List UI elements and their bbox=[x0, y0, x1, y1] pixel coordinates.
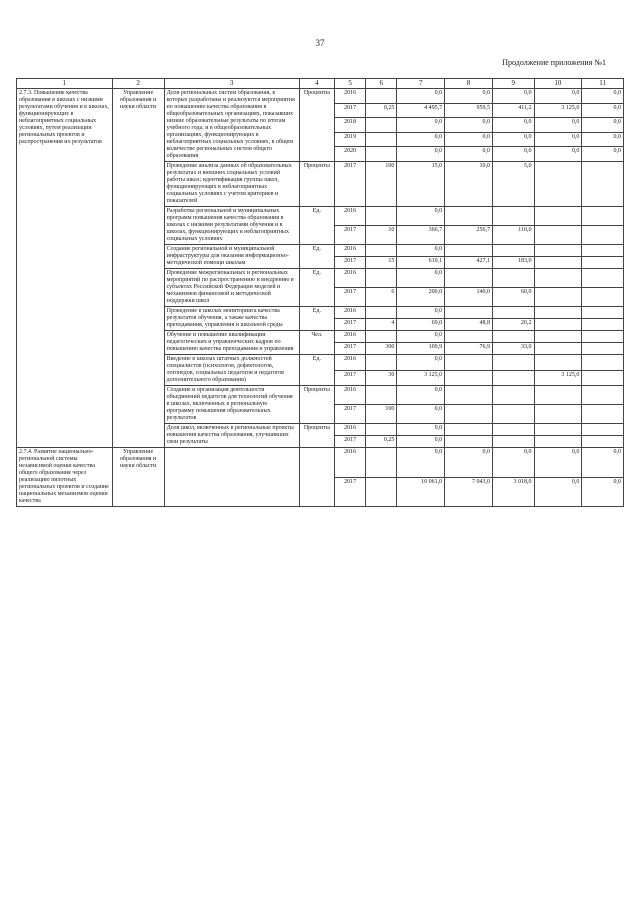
value-cell-6 bbox=[366, 147, 397, 162]
column-header-1: 1 bbox=[17, 79, 113, 89]
value-cell-8: 7 043,0 bbox=[445, 477, 493, 507]
value-cell-8: 48,8 bbox=[445, 319, 493, 331]
value-cell-9 bbox=[492, 355, 534, 371]
value-cell-10: 0,0 bbox=[534, 118, 582, 133]
value-cell-7: 3 125,0 bbox=[397, 370, 445, 386]
value-cell-7: 366,7 bbox=[397, 226, 445, 245]
value-cell-10 bbox=[534, 245, 582, 257]
value-cell-11 bbox=[582, 307, 624, 319]
value-cell-8 bbox=[445, 370, 493, 386]
column-header-4: 4 bbox=[299, 79, 334, 89]
value-cell-6 bbox=[366, 307, 397, 319]
value-cell-11: 0,0 bbox=[582, 89, 624, 104]
value-cell-7: 0,0 bbox=[397, 132, 445, 147]
value-cell-11: 0,0 bbox=[582, 103, 624, 118]
indicator-unit bbox=[299, 448, 334, 507]
year-cell: 2017 bbox=[335, 288, 366, 307]
value-cell-9 bbox=[492, 424, 534, 436]
value-cell-8: 140,0 bbox=[445, 288, 493, 307]
value-cell-6: 30 bbox=[366, 370, 397, 386]
value-cell-10: 0,0 bbox=[534, 477, 582, 507]
year-cell: 2016 bbox=[335, 355, 366, 371]
value-cell-6: 15 bbox=[366, 257, 397, 269]
value-cell-11 bbox=[582, 319, 624, 331]
value-cell-11 bbox=[582, 436, 624, 448]
column-header-6: 6 bbox=[366, 79, 397, 89]
value-cell-10 bbox=[534, 386, 582, 405]
indicator-name: Создание и организация деятельности объединений педагогов для технологий обучения в школах, включенных в региональную программу повышения образовательных результатов bbox=[164, 386, 299, 424]
value-cell-8 bbox=[445, 269, 493, 288]
program-table bbox=[16, 78, 624, 507]
value-cell-8 bbox=[445, 405, 493, 424]
value-cell-6 bbox=[366, 477, 397, 507]
year-cell: 2016 bbox=[335, 448, 366, 478]
value-cell-10 bbox=[534, 257, 582, 269]
year-cell: 2017 bbox=[335, 226, 366, 245]
value-cell-11 bbox=[582, 424, 624, 436]
column-header-8: 8 bbox=[445, 79, 493, 89]
value-cell-6: 300 bbox=[366, 343, 397, 355]
header-row bbox=[17, 79, 624, 89]
value-cell-6 bbox=[366, 245, 397, 257]
value-cell-7: 109,9 bbox=[397, 343, 445, 355]
year-cell: 2020 bbox=[335, 147, 366, 162]
value-cell-11 bbox=[582, 257, 624, 269]
value-cell-9: 5,0 bbox=[492, 162, 534, 207]
value-cell-6 bbox=[366, 207, 397, 226]
value-cell-9: 0,0 bbox=[492, 448, 534, 478]
value-cell-8 bbox=[445, 355, 493, 371]
value-cell-7: 0,0 bbox=[397, 331, 445, 343]
value-cell-6: 0,25 bbox=[366, 436, 397, 448]
value-cell-10 bbox=[534, 424, 582, 436]
responsible-cell: Управление образования и науки области bbox=[112, 89, 164, 448]
value-cell-6: 6 bbox=[366, 288, 397, 307]
year-cell: 2017 bbox=[335, 162, 366, 207]
indicator-name: Разработка региональной и муниципальных программ повышения качества образования в школах с низкими результатами обучения и в школах, функционирующих в неблагоприятных социальных условиях bbox=[164, 207, 299, 245]
value-cell-6 bbox=[366, 89, 397, 104]
year-cell: 2017 bbox=[335, 370, 366, 386]
indicator-unit: Ед. bbox=[299, 245, 334, 269]
column-header-2: 2 bbox=[112, 79, 164, 89]
value-cell-10 bbox=[534, 319, 582, 331]
value-cell-8 bbox=[445, 424, 493, 436]
value-cell-10 bbox=[534, 355, 582, 371]
value-cell-10 bbox=[534, 405, 582, 424]
indicator-name: Доля региональных систем образования, в которых разработаны и реализуются мероприятия по повышению качества образования в общеобразовательных организациях, показавших низкие образовательные результаты по итогам учебного года, и в общеобразовательных организациях, функционирующих в неблагоприятных социальных условиях, в общем количестве региональных систем общего образования bbox=[164, 89, 299, 162]
year-cell: 2017 bbox=[335, 343, 366, 355]
indicator-name: Создание региональной и муниципальной инфраструктуры для оказания информационно-методической помощи школам bbox=[164, 245, 299, 269]
value-cell-10 bbox=[534, 269, 582, 288]
value-cell-9 bbox=[492, 436, 534, 448]
year-cell: 2017 bbox=[335, 436, 366, 448]
indicator-unit: Ед. bbox=[299, 207, 334, 245]
value-cell-10 bbox=[534, 288, 582, 307]
value-cell-9: 33,0 bbox=[492, 343, 534, 355]
value-cell-10 bbox=[534, 226, 582, 245]
year-cell: 2018 bbox=[335, 118, 366, 133]
value-cell-6: 100 bbox=[366, 405, 397, 424]
column-header-11: 11 bbox=[582, 79, 624, 89]
value-cell-8: 0,0 bbox=[445, 118, 493, 133]
value-cell-9 bbox=[492, 207, 534, 226]
value-cell-9 bbox=[492, 405, 534, 424]
value-cell-7: 200,0 bbox=[397, 288, 445, 307]
indicator-unit: Ед. bbox=[299, 307, 334, 331]
value-cell-10: 0,0 bbox=[534, 147, 582, 162]
value-cell-7: 0,0 bbox=[397, 245, 445, 257]
value-cell-9: 411,2 bbox=[492, 103, 534, 118]
value-cell-9: 3 018,0 bbox=[492, 477, 534, 507]
value-cell-6 bbox=[366, 424, 397, 436]
value-cell-10 bbox=[534, 343, 582, 355]
value-cell-6 bbox=[366, 355, 397, 371]
year-cell: 2016 bbox=[335, 207, 366, 226]
value-cell-10: 3 125,0 bbox=[534, 103, 582, 118]
value-cell-8: 0,0 bbox=[445, 89, 493, 104]
value-cell-11: 0,0 bbox=[582, 132, 624, 147]
page-number: 37 bbox=[315, 38, 325, 48]
value-cell-6: 4 bbox=[366, 319, 397, 331]
value-cell-9 bbox=[492, 370, 534, 386]
value-cell-9: 110,0 bbox=[492, 226, 534, 245]
value-cell-7: 0,0 bbox=[397, 436, 445, 448]
value-cell-8: 0,0 bbox=[445, 132, 493, 147]
value-cell-10 bbox=[534, 436, 582, 448]
indicator-unit: Проценты bbox=[299, 89, 334, 162]
column-header-9: 9 bbox=[492, 79, 534, 89]
value-cell-9: 0,0 bbox=[492, 118, 534, 133]
value-cell-6 bbox=[366, 331, 397, 343]
value-cell-8 bbox=[445, 245, 493, 257]
year-cell: 2019 bbox=[335, 132, 366, 147]
indicator-name: Доля школ, включенных в региональные проекты повышения качества образования, улучшивших свои результаты bbox=[164, 424, 299, 448]
value-cell-10: 0,0 bbox=[534, 448, 582, 478]
value-cell-7: 0,0 bbox=[397, 269, 445, 288]
value-cell-9: 0,0 bbox=[492, 147, 534, 162]
value-cell-10: 0,0 bbox=[534, 89, 582, 104]
indicator-unit: Ед. bbox=[299, 269, 334, 307]
year-cell: 2016 bbox=[335, 331, 366, 343]
year-cell: 2017 bbox=[335, 257, 366, 269]
value-cell-9: 0,0 bbox=[492, 89, 534, 104]
value-cell-8 bbox=[445, 307, 493, 319]
year-cell: 2017 bbox=[335, 319, 366, 331]
value-cell-9 bbox=[492, 269, 534, 288]
value-cell-8 bbox=[445, 331, 493, 343]
value-cell-11 bbox=[582, 245, 624, 257]
value-cell-10 bbox=[534, 207, 582, 226]
value-cell-11 bbox=[582, 162, 624, 207]
table-row bbox=[17, 89, 624, 104]
value-cell-8: 0,0 bbox=[445, 448, 493, 478]
value-cell-8: 0,0 bbox=[445, 147, 493, 162]
year-cell: 2017 bbox=[335, 405, 366, 424]
value-cell-6 bbox=[366, 269, 397, 288]
value-cell-7: 0,0 bbox=[397, 386, 445, 405]
value-cell-9: 20,2 bbox=[492, 319, 534, 331]
value-cell-6: 100 bbox=[366, 162, 397, 207]
value-cell-6 bbox=[366, 118, 397, 133]
value-cell-10: 3 125,0 bbox=[534, 370, 582, 386]
value-cell-9 bbox=[492, 245, 534, 257]
value-cell-9 bbox=[492, 307, 534, 319]
measure-cell: 2.7.3. Повышение качества образования в школах с низкими результатами обучения и в школах, функционирующих в неблагоприятных социальных условиях, путем реализации региональных проектов и распространения их результатов bbox=[17, 89, 113, 448]
value-cell-11 bbox=[582, 288, 624, 307]
column-header-5: 5 bbox=[335, 79, 366, 89]
value-cell-11: 0,0 bbox=[582, 477, 624, 507]
value-cell-8: 959,5 bbox=[445, 103, 493, 118]
value-cell-7: 0,0 bbox=[397, 207, 445, 226]
year-cell: 2016 bbox=[335, 307, 366, 319]
value-cell-11: 0,0 bbox=[582, 448, 624, 478]
table-row bbox=[17, 448, 624, 478]
value-cell-7: 0,0 bbox=[397, 118, 445, 133]
value-cell-8: 427,1 bbox=[445, 257, 493, 269]
value-cell-10 bbox=[534, 162, 582, 207]
value-cell-7: 0,0 bbox=[397, 89, 445, 104]
value-cell-11: 0,0 bbox=[582, 118, 624, 133]
value-cell-11 bbox=[582, 343, 624, 355]
year-cell: 2016 bbox=[335, 269, 366, 288]
value-cell-7: 15,0 bbox=[397, 162, 445, 207]
value-cell-7: 610,1 bbox=[397, 257, 445, 269]
value-cell-11 bbox=[582, 269, 624, 288]
value-cell-11 bbox=[582, 355, 624, 371]
value-cell-11 bbox=[582, 405, 624, 424]
year-cell: 2016 bbox=[335, 89, 366, 104]
value-cell-7: 10 061,0 bbox=[397, 477, 445, 507]
annex-caption: Продолжение приложения №1 bbox=[502, 58, 606, 67]
value-cell-7: 0,0 bbox=[397, 147, 445, 162]
year-cell: 2016 bbox=[335, 386, 366, 405]
value-cell-11 bbox=[582, 370, 624, 386]
year-cell: 2017 bbox=[335, 477, 366, 507]
value-cell-10 bbox=[534, 331, 582, 343]
value-cell-9: 0,0 bbox=[492, 132, 534, 147]
value-cell-7: 0,0 bbox=[397, 355, 445, 371]
year-cell: 2016 bbox=[335, 424, 366, 436]
value-cell-9 bbox=[492, 386, 534, 405]
value-cell-9: 183,0 bbox=[492, 257, 534, 269]
value-cell-10: 0,0 bbox=[534, 132, 582, 147]
value-cell-8: 76,9 bbox=[445, 343, 493, 355]
value-cell-7: 69,0 bbox=[397, 319, 445, 331]
value-cell-11: 0,0 bbox=[582, 147, 624, 162]
value-cell-7: 0,0 bbox=[397, 424, 445, 436]
year-cell: 2016 bbox=[335, 245, 366, 257]
indicator-name: Проведение в школах мониторинга качества результатов обучения, а также качества преподавания, управления и школьной среды bbox=[164, 307, 299, 331]
value-cell-11 bbox=[582, 207, 624, 226]
column-header-7: 7 bbox=[397, 79, 445, 89]
value-cell-6 bbox=[366, 448, 397, 478]
measure-cell: 2.7.4. Развитие национально-региональной системы независимой оценки качества общего образования через реализацию пилотных региональных проектов и создание национальных механизмов оценки качества bbox=[17, 448, 113, 507]
value-cell-6: 0,25 bbox=[366, 103, 397, 118]
value-cell-11 bbox=[582, 331, 624, 343]
indicator-unit: Проценты bbox=[299, 162, 334, 207]
indicator-unit: Ед. bbox=[299, 355, 334, 386]
value-cell-6 bbox=[366, 132, 397, 147]
value-cell-9: 60,0 bbox=[492, 288, 534, 307]
value-cell-7: 0,0 bbox=[397, 405, 445, 424]
value-cell-8: 256,7 bbox=[445, 226, 493, 245]
indicator-unit: Чел. bbox=[299, 331, 334, 355]
indicator-unit: Проценты bbox=[299, 424, 334, 448]
indicator-name: Обучение и повышение квалификации педагогических и управленческих кадров по повышению качества преподавания и управления bbox=[164, 331, 299, 355]
value-cell-9 bbox=[492, 331, 534, 343]
value-cell-8 bbox=[445, 207, 493, 226]
column-header-10: 10 bbox=[534, 79, 582, 89]
year-cell: 2017 bbox=[335, 103, 366, 118]
indicator-name bbox=[164, 448, 299, 507]
value-cell-7: 0,0 bbox=[397, 307, 445, 319]
value-cell-7: 0,0 bbox=[397, 448, 445, 478]
value-cell-6: 10 bbox=[366, 226, 397, 245]
indicator-name: Введение в школах штатных должностей специалистов (психологов, дефектологов, логопедов, социальных педагогов и педагогов дополнительного образования) bbox=[164, 355, 299, 386]
value-cell-11 bbox=[582, 226, 624, 245]
indicator-name: Проведение межрегиональных и региональных мероприятий по распространению и внедрению в субъектах Российской Федерации моделей и механизмов финансовой и методической поддержки школ bbox=[164, 269, 299, 307]
value-cell-8: 10,0 bbox=[445, 162, 493, 207]
indicator-unit: Проценты bbox=[299, 386, 334, 424]
indicator-name: Проведение анализа данных об образовательных результатах и внешних социальных условий работы школ; идентификация группы школ, функционирующих в неблагоприятных социальных условиях с учетом критериев и показателей bbox=[164, 162, 299, 207]
value-cell-8 bbox=[445, 386, 493, 405]
value-cell-7: 4 495,7 bbox=[397, 103, 445, 118]
column-header-3: 3 bbox=[164, 79, 299, 89]
value-cell-11 bbox=[582, 386, 624, 405]
value-cell-6 bbox=[366, 386, 397, 405]
responsible-cell: Управление образования и науки области bbox=[112, 448, 164, 507]
value-cell-10 bbox=[534, 307, 582, 319]
value-cell-8 bbox=[445, 436, 493, 448]
